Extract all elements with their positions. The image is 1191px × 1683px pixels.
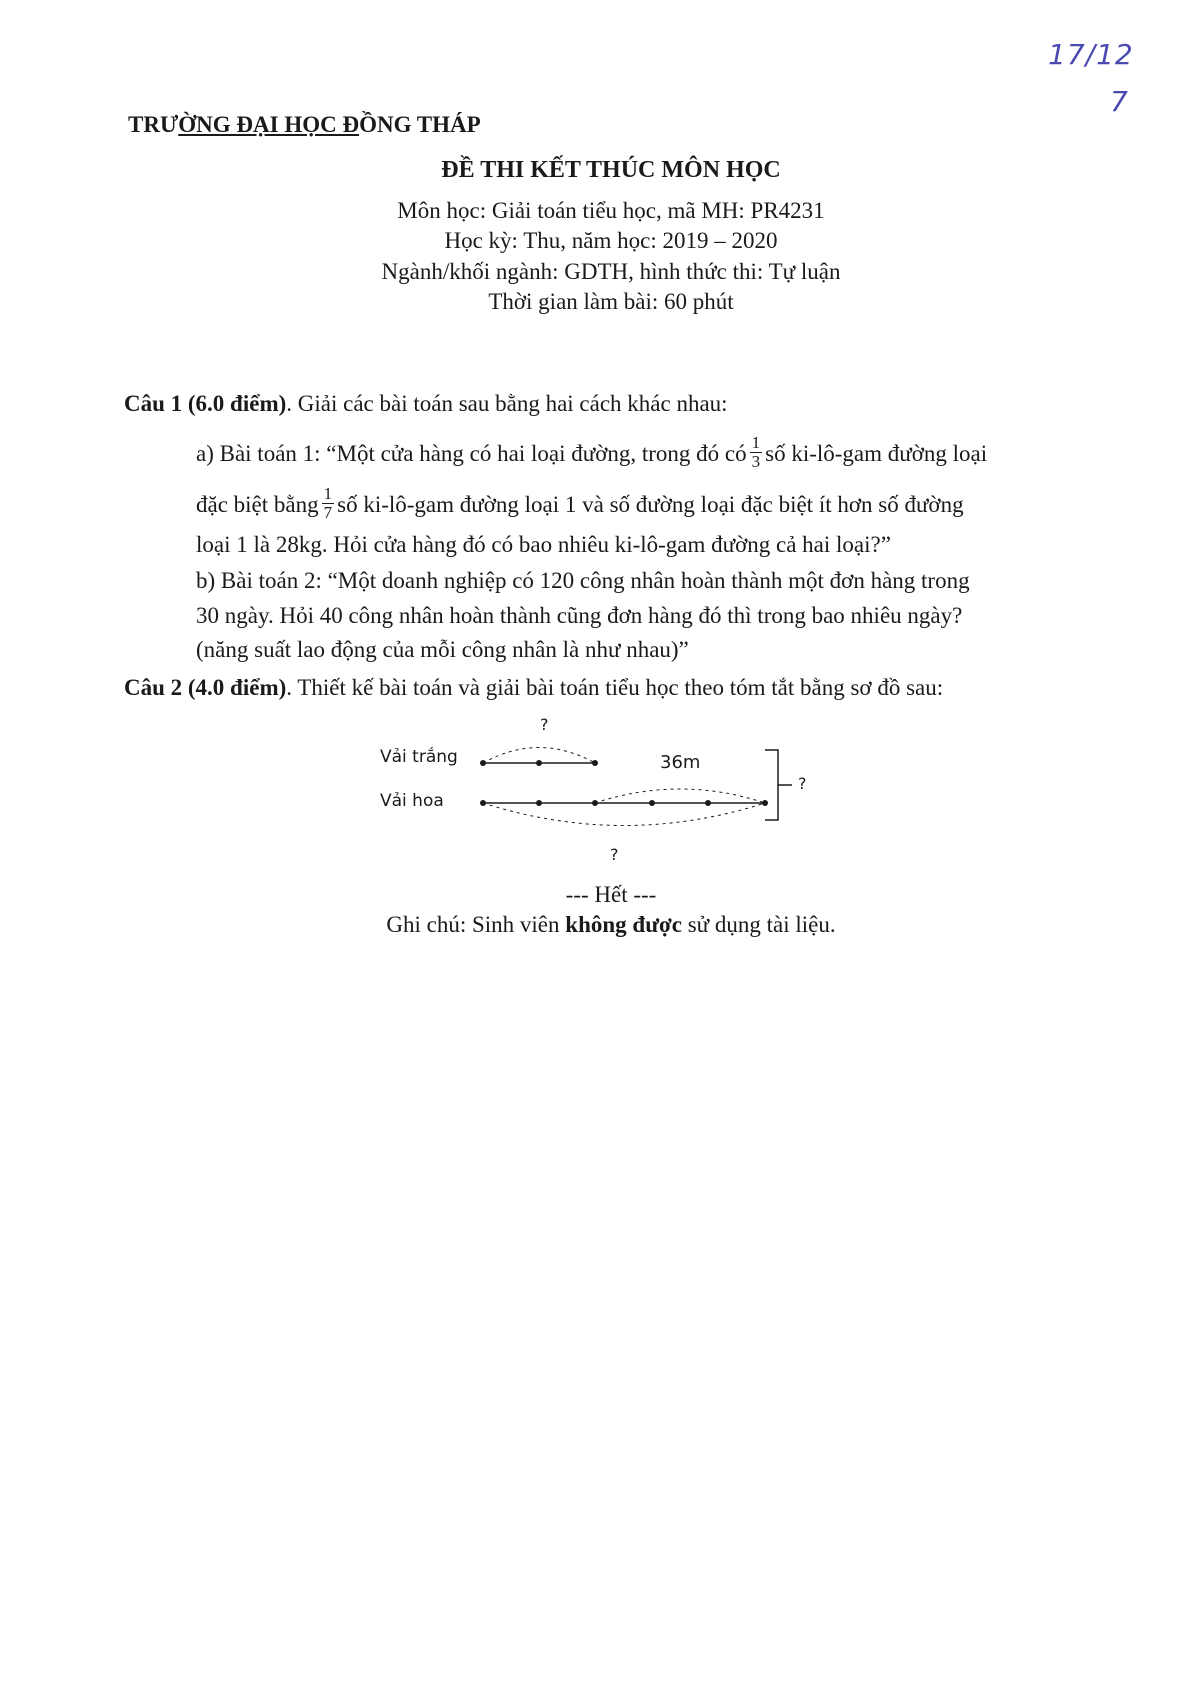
handwritten-date-note: 17/12 (1048, 38, 1134, 71)
segment-point (705, 800, 711, 806)
end-mark: --- Hết --- (565, 882, 657, 907)
label-floral-fabric: Vải hoa (380, 791, 444, 811)
question-2-heading: Câu 2 (4.0 điểm). Thiết kế bài toán và giải bài toán tiểu học theo tóm tắt bằng sơ đồ sau: (124, 675, 944, 700)
fraction-one-third: $\frac{1}{3}$ (751, 433, 761, 471)
question-1a-line-1: a) Bài toán 1: “Một cửa hàng có hai loại đường, trong đó có $\frac{1}{3}$ số ki-lô-gam đường loại (196, 433, 988, 471)
question-1b-line-2: 30 ngày. Hỏi 40 công nhân hoàn thành cũng đơn hàng đó thì trong bao nhiêu ngày? (196, 603, 963, 628)
question-1b-line-1: b) Bài toán 2: “Một doanh nghiệp có 120 công nhân hoàn thành một đơn hàng trong (196, 568, 970, 593)
segment-point (762, 800, 768, 806)
floral-fabric-segment (480, 789, 768, 826)
difference-label: 36m (660, 752, 701, 773)
subject-line: Môn học: Giải toán tiểu học, mã MH: PR4231 (397, 198, 825, 223)
segment-point (649, 800, 655, 806)
segment-point (536, 800, 542, 806)
total-bracket (765, 750, 792, 820)
segment-point (536, 760, 542, 766)
question-1a-line-2: đặc biệt bằng $\frac{1}{7}$ số ki-lô-gam đường loại 1 và số đường loại đặc biệt ít hơn số đường (196, 484, 964, 522)
question-1a-line-3: loại 1 là 28kg. Hỏi cửa hàng đó có bao nhiêu ki-lô-gam đường cả hai loại?” (196, 532, 891, 557)
label-white-fabric: Vải trắng (380, 747, 458, 767)
question-1b-line-3: (năng suất lao động của mỗi công nhân là như nhau)” (196, 637, 689, 662)
difference-brace (595, 789, 765, 803)
segment-diagram (380, 710, 840, 880)
exam-title: ĐỀ THI KẾT THÚC MÔN HỌC (441, 157, 781, 183)
question-mark-bottom: ? (610, 845, 619, 864)
semester-line: Học kỳ: Thu, năm học: 2019 – 2020 (444, 228, 778, 253)
footer-note: Ghi chú: Sinh viên không được sử dụng tài liệu. (386, 912, 836, 937)
major-line: Ngành/khối ngành: GDTH, hình thức thi: Tự luận (381, 259, 841, 284)
question-mark-top: ? (540, 715, 549, 734)
segment-point (592, 760, 598, 766)
fraction-one-seventh: $\frac{1}{7}$ (323, 484, 333, 522)
white-fabric-segment (480, 748, 598, 767)
time-line: Thời gian làm bài: 60 phút (488, 289, 734, 314)
floral-total-brace (483, 803, 765, 826)
question-1-heading: Câu 1 (6.0 điểm). Giải các bài toán sau bằng hai cách khác nhau: (124, 391, 728, 416)
handwritten-mark-note: 7 (1110, 85, 1128, 118)
school-name: TRƯỜNG ĐẠI HỌC ĐỒNG THÁP (128, 112, 481, 137)
question-mark-right: ? (798, 774, 807, 793)
